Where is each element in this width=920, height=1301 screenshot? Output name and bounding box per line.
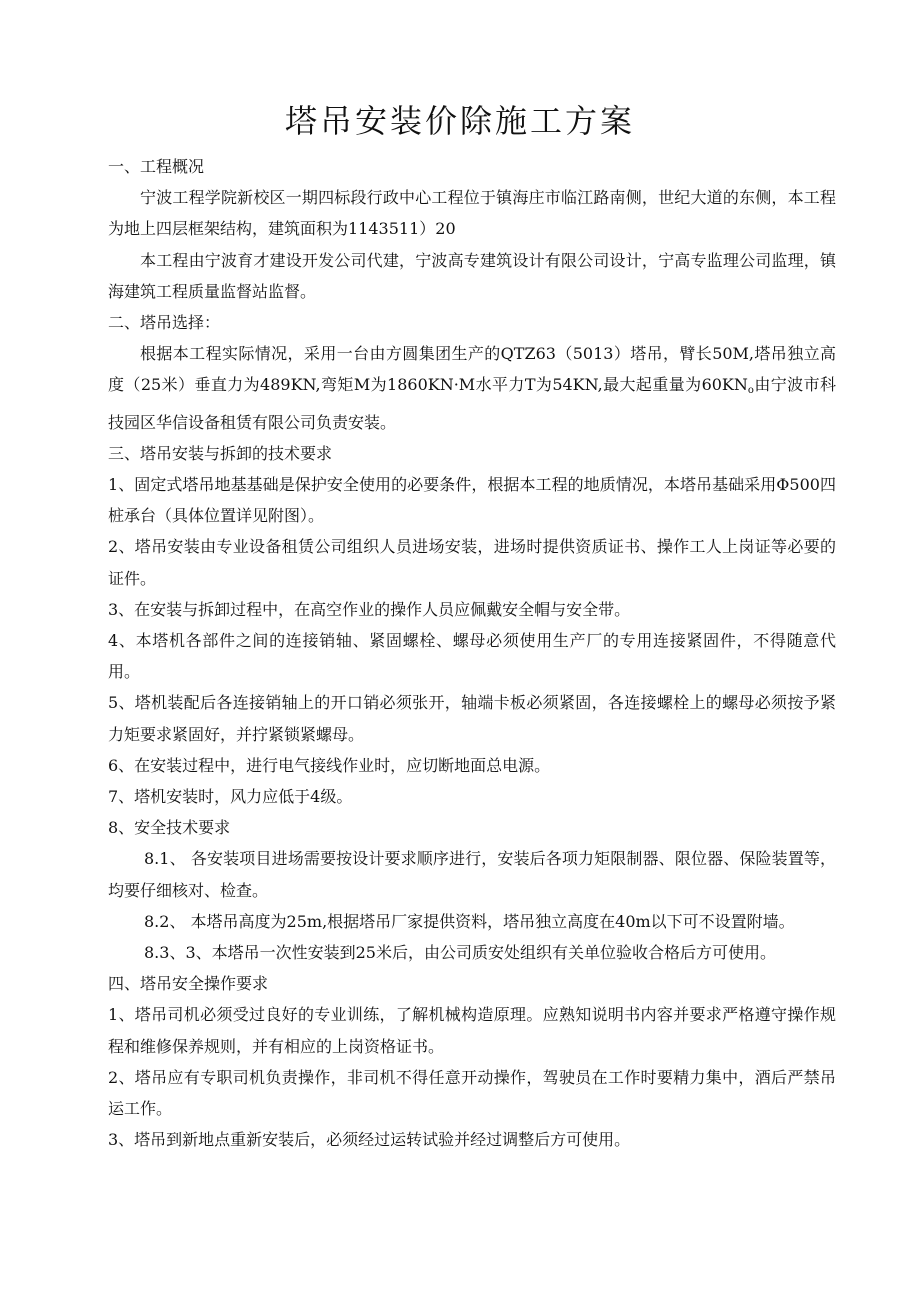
document-title: 塔吊安装价除施工方案	[284, 102, 635, 140]
requirement-item-2: 2、塔吊安装由专业设备租赁公司组织人员进场安装，进场时提供资质证书、操作工人上岗证等必要的证件。	[108, 537, 836, 588]
section-heading-safe-operation: 四、塔吊安全操作要求	[108, 974, 269, 994]
requirement-item-3: 3、在安装与拆卸过程中，在高空作业的操作人员应佩戴安全帽与安全带。	[108, 599, 631, 619]
requirement-item-8: 8、安全技术要求	[108, 818, 231, 838]
section-heading-installation-requirements: 三、塔吊安装与拆卸的技术要求	[108, 443, 333, 463]
requirement-item-4: 4、本塔机各部件之间的连接销轴、紧固螺栓、螺母必须使用生产厂的专用连接紧固件，不得随意代用。	[108, 631, 836, 682]
requirement-item-7: 7、塔机安装时，风力应低于4级。	[108, 787, 353, 807]
section-heading-crane-selection: 二、塔吊选择：	[108, 313, 221, 333]
operation-item-2: 2、塔吊应有专职司机负责操作，非司机不得任意开动操作，驾驶员在工作时要精力集中，酒后严禁吊运工作。	[108, 1067, 836, 1119]
paragraph-project-parties: 本工程由宁波育才建设开发公司代建，宁波高专建筑设计有限公司设计，宁高专监理公司监理，镇海建筑工程质量监督站监督。	[108, 250, 836, 301]
document-body	[108, 151, 836, 1156]
requirement-item-6: 6、在安装过程中，进行电气接线作业时，应切断地面总电源。	[108, 755, 551, 775]
requirement-item-8-2: 8.2、 本塔吊高度为25m,根据塔吊厂家提供资料，塔吊独立高度在40m以下可不设置附墙。	[144, 911, 795, 931]
crane-specs-text-continued: 由宁波市科技园区华信设备租赁有限公司负责安装。	[108, 375, 836, 432]
paragraph-project-location: 宁波工程学院新校区一期四标段行政中心工程位于镇海庄市临江路南侧，世纪大道的东侧，本工程为地上四层框架结构，建筑面积为1143511）20	[108, 188, 836, 239]
crane-specs-text: 根据本工程实际情况，采用一台由方圆集团生产的QTZ63（5013）塔吊，臂长50M,塔吊独立高度（25米）垂直力为489KN,弯矩M为1860KN·M水平力T为54KN,最大起重量为60KN	[108, 344, 836, 395]
requirement-item-8-1: 8.1、 各安装项目进场需要按设计要求顺序进行，安装后各项力矩限制器、限位器、保险装置等，均要仔细核对、检查。	[108, 849, 836, 900]
paragraph-crane-specs	[108, 338, 836, 438]
operation-item-3: 3、塔吊到新地点重新安装后，必须经过运转试验并经过调整后方可使用。	[108, 1130, 631, 1150]
requirement-item-1: 1、固定式塔吊地基基础是保护安全使用的必要条件，根据本工程的地质情况，本塔吊基础采用Φ500四桩承台（具体位置详见附图）。	[108, 475, 836, 526]
operation-item-1: 1、塔吊司机必须受过良好的专业训练，了解机械构造原理。应熟知说明书内容并要求严格遵守操作规程和维修保养规则，并有相应的上岗资格证书。	[108, 1005, 836, 1056]
requirement-item-5: 5、塔机装配后各连接销轴上的开口销必须张开，轴端卡板必须紧固，各连接螺栓上的螺母必须按予紧力矩要求紧固好，并拧紧锁紧螺母。	[108, 693, 836, 744]
requirement-item-8-3: 8.3、3、本塔吊一次性安装到25米后，由公司质安处组织有关单位验收合格后方可使用。	[144, 943, 776, 963]
section-heading-overview: 一、工程概况	[108, 157, 205, 176]
crane-specs-subscript: o	[747, 385, 754, 397]
